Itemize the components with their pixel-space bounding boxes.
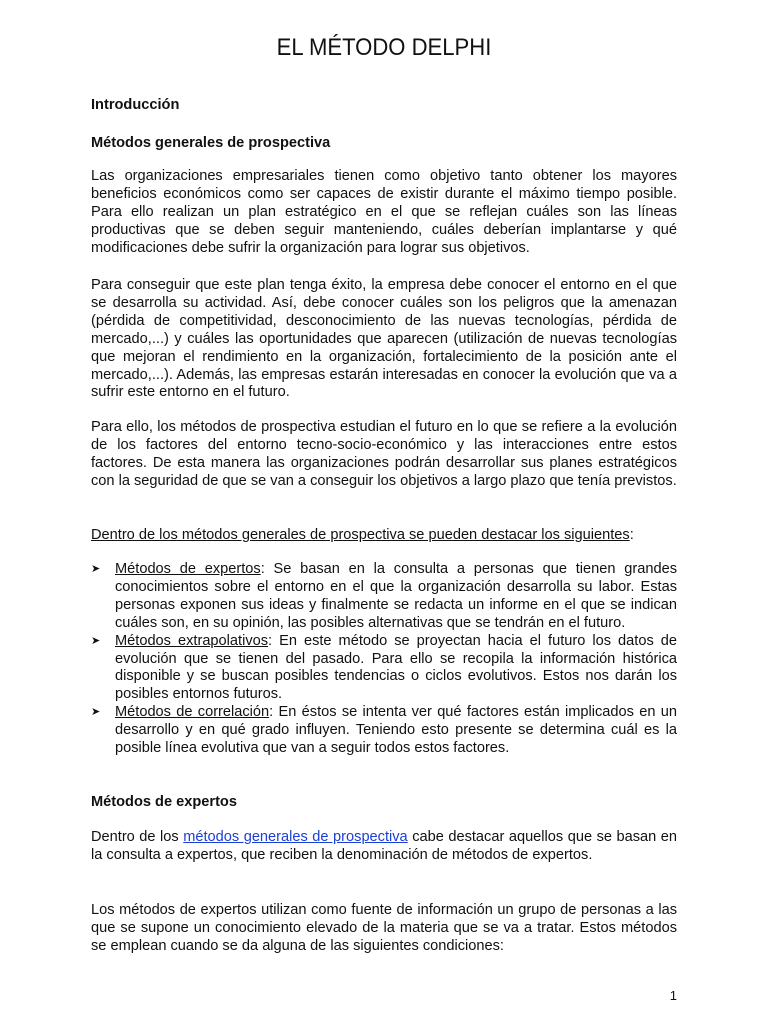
paragraph-4-start: Dentro de los bbox=[91, 829, 184, 845]
section-heading-expertos: Métodos de expertos bbox=[91, 794, 237, 810]
arrowhead-bullet-icon: ➤ bbox=[91, 634, 101, 647]
list-item bbox=[91, 704, 677, 758]
arrowhead-bullet-icon: ➤ bbox=[91, 706, 101, 719]
paragraph-5: Los métodos de expertos utilizan como fuente de información un grupo de personas a las que se supone un conocimiento elevado de la materia que se va a tratar. Estos métodos se emplean cuando se da alguna de las siguientes condiciones: bbox=[91, 902, 677, 954]
list-item-term: Métodos de expertos bbox=[115, 561, 261, 577]
page-number: 1 bbox=[669, 988, 677, 1003]
list-item-text: : Se basan en la consulta a personas que tienen grandes conocimientos sobre el entorno en el que la organización desarrolla su labor. Estas personas exponen sus ideas y finalmente se redacta un informe en el que se indican cuáles son, en su opinión, las posibles alternativas que se tendrán en el futuro. bbox=[115, 561, 677, 631]
methods-list bbox=[91, 561, 677, 758]
list-intro-underlined: Dentro de los métodos generales de prospectiva se pueden destacar los siguientes bbox=[91, 527, 630, 543]
list-item bbox=[91, 633, 677, 705]
list-item-term: Métodos de correlación bbox=[115, 704, 270, 721]
list-intro-colon: : bbox=[629, 527, 634, 543]
list-item bbox=[91, 561, 677, 633]
paragraph-4 bbox=[91, 829, 677, 865]
paragraph-3: Para ello, los métodos de prospectiva estudian el futuro en lo que se refiere a la evolución de los factores del entorno tecno-socio-económico y las interacciones entre estos factores. De esta manera las organizaciones podrán desarrollar sus planes estratégicos con la seguridad de que se van a conseguir los objetivos a largo plazo que tenía previstos. bbox=[91, 419, 677, 489]
list-item-text: : En éstos se intenta ver qué factores están implicados en un desarrollo y en qué grado influyen. Teniendo esto presente se determina cuál es la posible línea evolutiva que van a seguir todos estos factores. bbox=[115, 704, 677, 757]
arrowhead-bullet-icon: ➤ bbox=[91, 563, 101, 575]
list-item-text: : En este método se proyectan hacia el futuro los datos de evolución que se tienen del pasado. Para ello se recopila la información histórica disponible y se buscan posibles tendencias o ciclos evolutivos. Estos nos darán los posibles entornos futuros. bbox=[115, 632, 677, 703]
section-heading-prospectiva: Métodos generales de prospectiva bbox=[91, 135, 331, 151]
document-title: EL MÉTODO DELPHI bbox=[276, 34, 492, 61]
intro-heading: Introducción bbox=[91, 97, 180, 113]
paragraph-4-end: cabe destacar aquellos que se basan en la consulta a expertos, que reciben la denominación de métodos de expertos. bbox=[91, 829, 677, 863]
paragraph-1: Las organizaciones empresariales tienen como objetivo tanto obtener los mayores beneficios económicos como ser capaces de existir durante el máximo tiempo posible. Para ello realizan un plan estratégico en el que se reflejan cuáles son las líneas productivas que se deben seguir manteniendo, cuáles deberían implantarse y qué modificaciones debe sufrir la organización para lograr sus objetivos. bbox=[91, 168, 677, 256]
paragraph-2: Para conseguir que este plan tenga éxito, la empresa debe conocer el entorno en el que se desarrolla su actividad. Así, debe conocer cuáles son los peligros que la amenazan (pérdida de competitividad, desconocimiento de las nuevas tecnologías, pérdida de mercado,...) y cuáles las oportunidades que aparecen (utilización de nuevas tecnologías que mejoran el rendimiento en la organización, fortalecimiento de la posición ante el mercado,...). Además, las empresas estarán interesadas en conocer la evolución que va a sufrir este entorno en el futuro. bbox=[91, 277, 677, 401]
prospectiva-link[interactable]: métodos generales de prospectiva bbox=[183, 829, 408, 845]
list-intro bbox=[91, 527, 677, 545]
list-item-term: Métodos extrapolativos bbox=[115, 632, 269, 649]
